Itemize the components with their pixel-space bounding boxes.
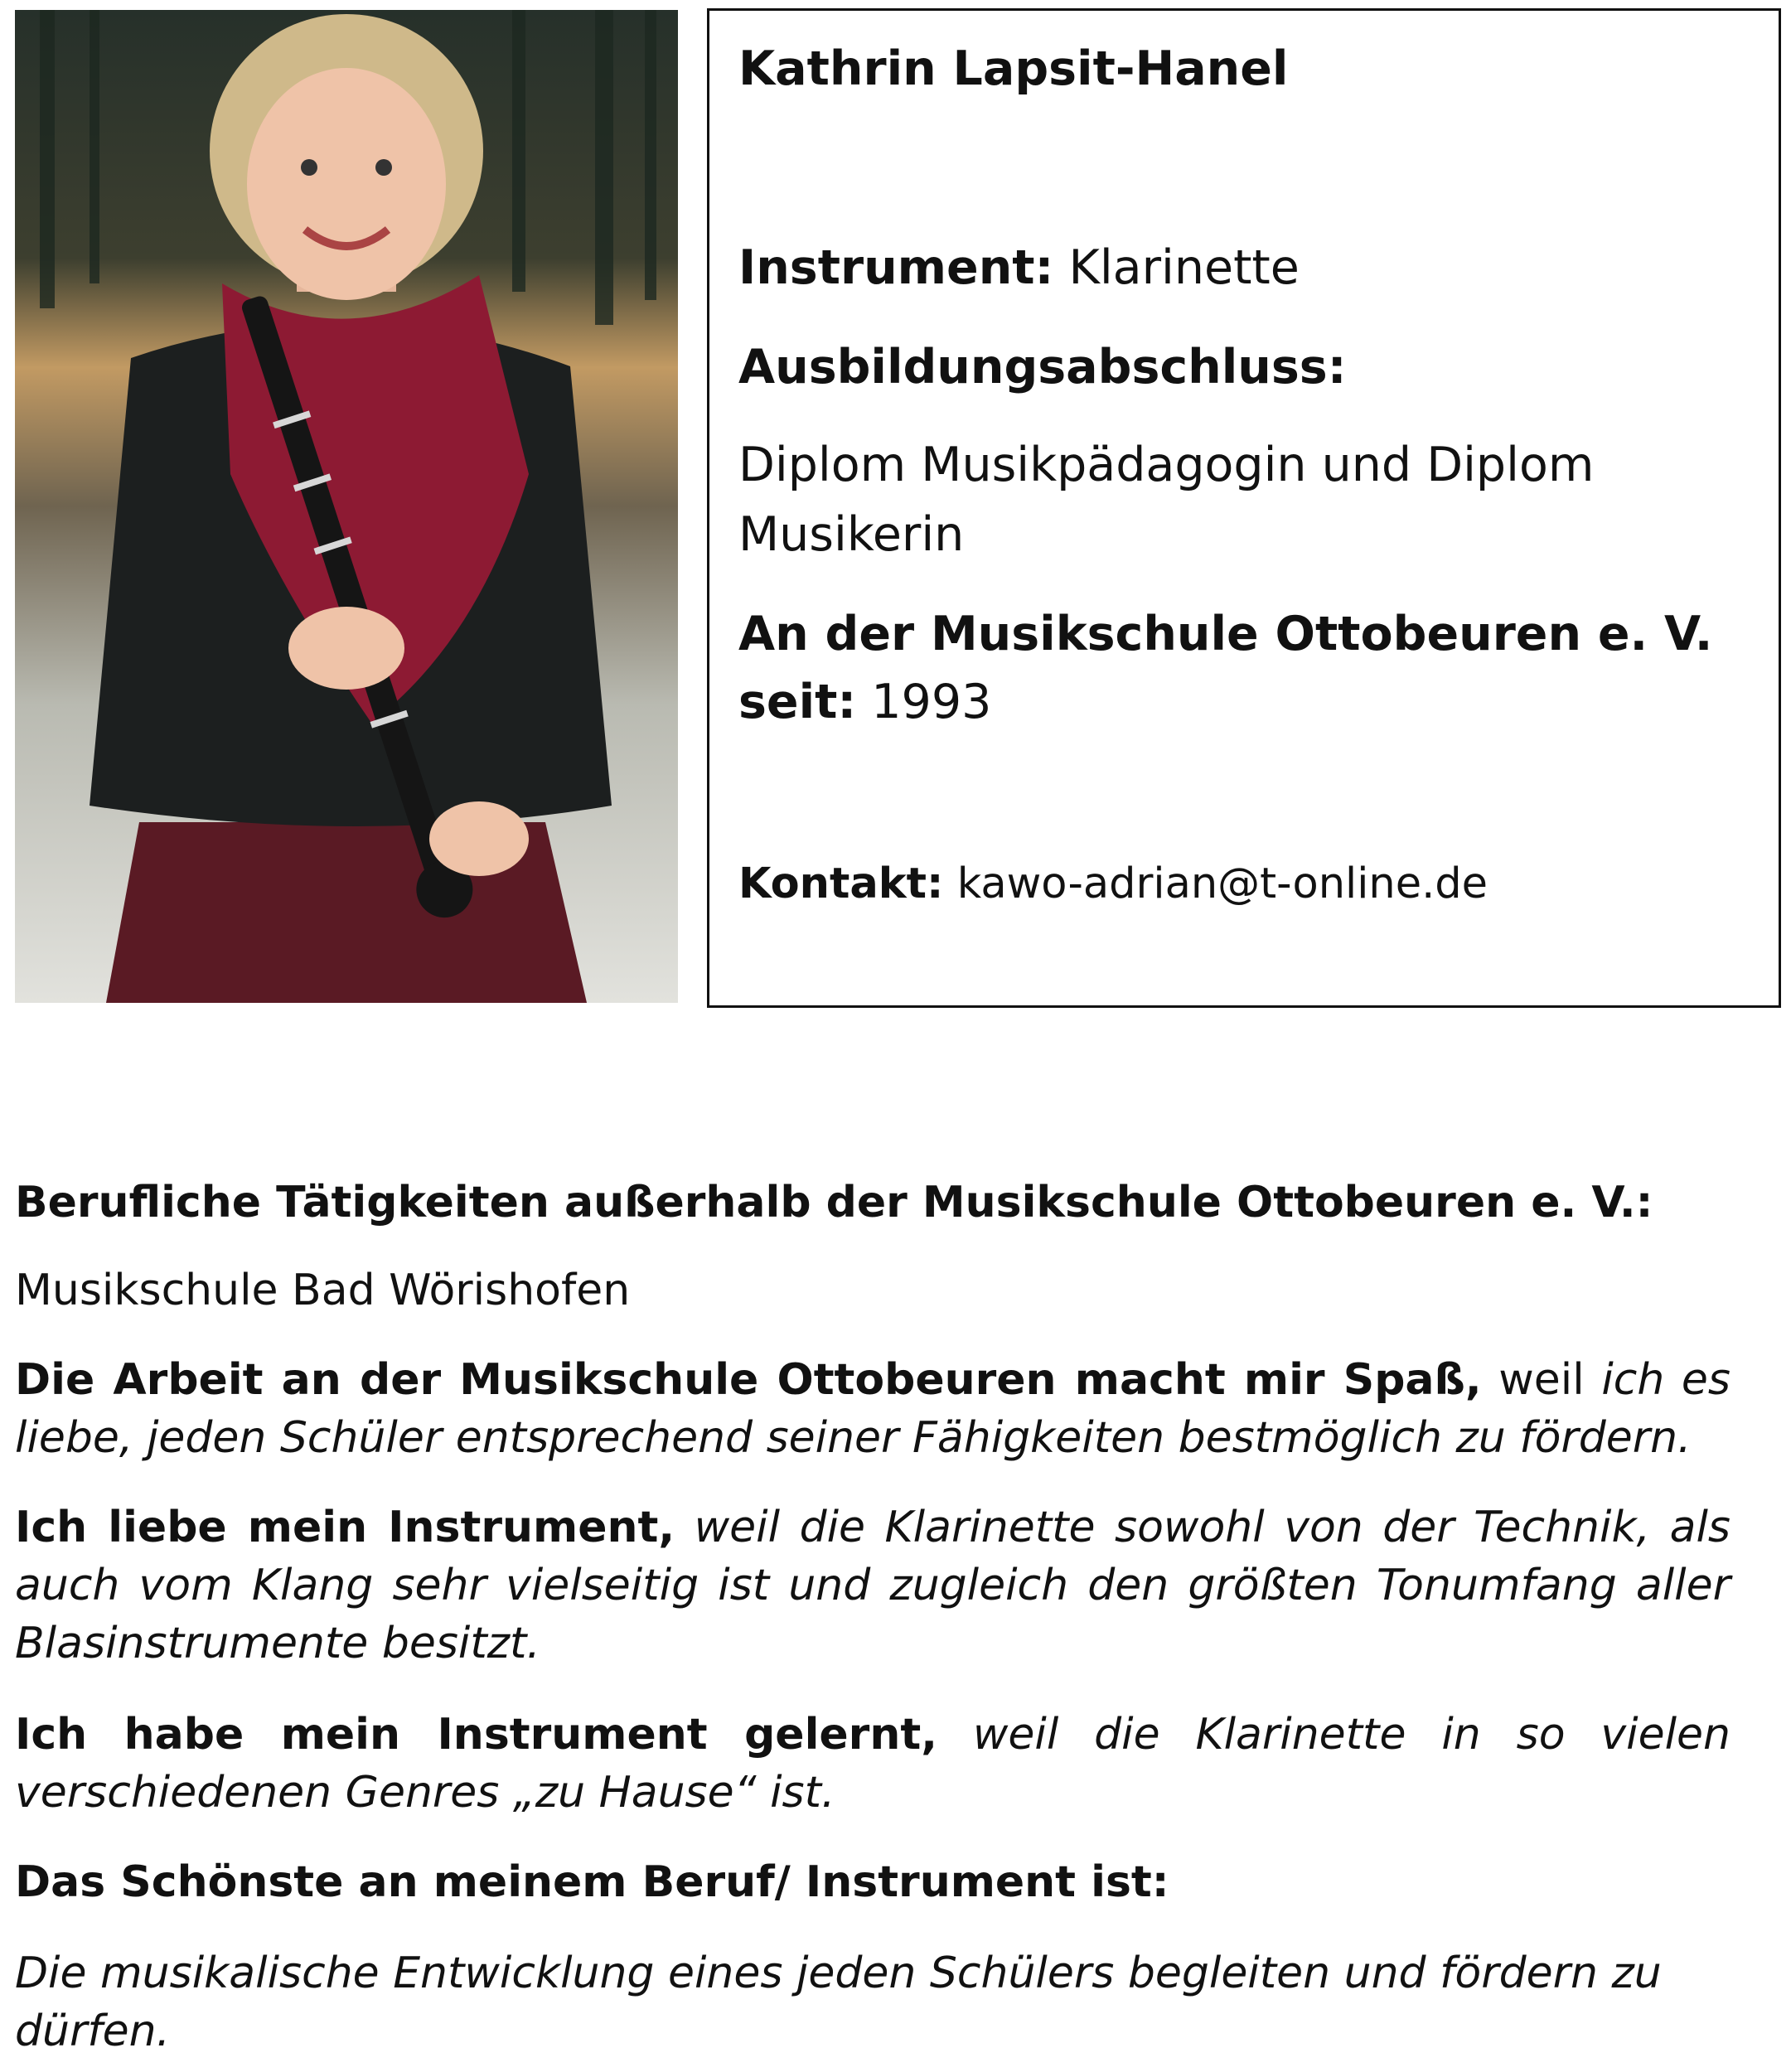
love-bold: Ich liebe mein Instrument, (15, 1503, 675, 1552)
love-italic: weil die Klarinette sowohl von der Technik, als auch vom Klang sehr vielseitig ist und zugleich den größten Tonumfang aller Blasinstrumente besitzt. (15, 1503, 1731, 1668)
since-label-line-1: An der Musikschule Ottobeuren e. V. (738, 607, 1713, 661)
learned-bold: Ich habe mein Instrument gelernt, (15, 1710, 937, 1760)
teacher-name: Kathrin Lapsit-Hanel (738, 41, 1289, 96)
best-text: Die musikalische Entwicklung eines jeden Schülers begleiten und fördern zu dürfen. (15, 1949, 1662, 2056)
work-paragraph (15, 1351, 1730, 1467)
external-activities-heading: Berufliche Tätigkeiten außerhalb der Musikschule Ottobeuren e. V.: (15, 1178, 1653, 1227)
learned-paragraph (15, 1706, 1730, 1822)
work-italic: ich es liebe, jeden Schüler entsprechend seiner Fähigkeiten bestmöglich zu fördern. (15, 1355, 1730, 1463)
contact-label: Kontakt: (738, 859, 944, 908)
profile-info-box (707, 8, 1781, 1008)
since-label: seit: (738, 675, 857, 729)
contact-email[interactable]: kawo-adrian@t-online.de (956, 859, 1488, 908)
learned-italic: weil die Klarinette in so vielen verschiedenen Genres „zu Hause“ ist. (15, 1710, 1731, 1818)
degree-line-1: Diplom Musikpädagogin und Diplom (738, 438, 1595, 492)
instrument-value: Klarinette (1068, 240, 1300, 295)
work-bold: Die Arbeit an der Musikschule Ottobeuren macht mir Spaß, (15, 1355, 1482, 1405)
instrument-label: Instrument: (738, 240, 1054, 295)
work-weil: weil (1498, 1355, 1585, 1405)
contact-line (738, 850, 1488, 919)
degree-line-2: Musikerin (738, 507, 965, 562)
portrait-photo (15, 10, 678, 1003)
instrument-line (738, 233, 1300, 303)
degree-label: Ausbildungsabschluss: (738, 340, 1347, 395)
external-activities-value: Musikschule Bad Wörishofen (15, 1266, 631, 1315)
portrait-illustration (15, 10, 678, 1003)
since-line (738, 667, 991, 737)
love-paragraph (15, 1498, 1730, 1673)
best-heading: Das Schönste an meinem Beruf/ Instrument ist: (15, 1857, 1169, 1907)
since-value: 1993 (871, 675, 992, 729)
